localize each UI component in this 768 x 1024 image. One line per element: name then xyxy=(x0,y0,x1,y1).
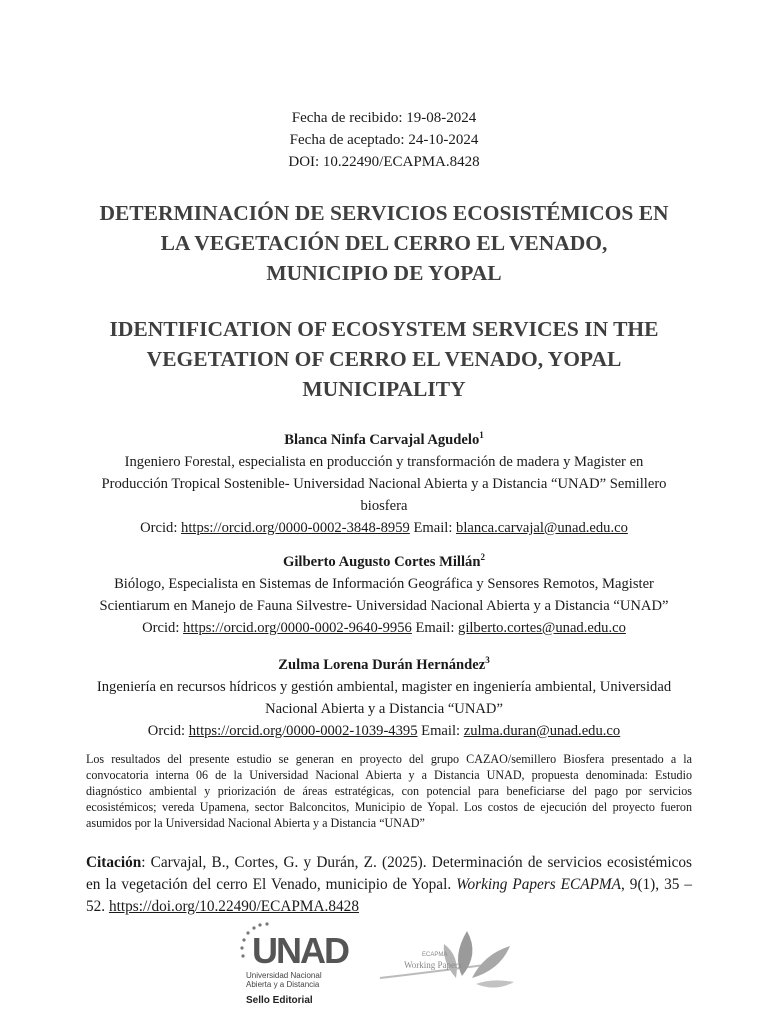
citation: Citación: Carvajal, B., Cortes, G. y Durán, Z. (2025). Determinación de servicios ecosistémicos en la vegetación del cerro El Venado, municipio de Yopal. Working Papers ECAPMA, 9(1), 35 – 52. https://doi.org/10.22490/ECAPMA.8428 xyxy=(86,854,692,915)
author-affiliation: biosfera xyxy=(360,497,408,514)
author-affiliation: Biólogo, Especialista en Sistemas de Información Geográfica y Sensores Remotos, Magister xyxy=(114,575,654,592)
title-en-line: MUNICIPALITY xyxy=(302,377,466,401)
author-affiliation: Nacional Abierta y a Distancia “UNAD” xyxy=(265,700,503,717)
unad-logo xyxy=(232,922,348,1014)
received-date: Fecha de recibido: 19-08-2024 xyxy=(291,110,477,126)
accepted-date: Fecha de aceptado: 24-10-2024 xyxy=(289,132,479,148)
email-link[interactable]: gilberto.cortes@unad.edu.co xyxy=(458,619,626,636)
author-affiliation: Ingeniero Forestal, especialista en producción y transformación de madera y Magister en xyxy=(124,453,644,470)
title-en-line: VEGETATION OF CERRO EL VENADO, YOPAL xyxy=(146,347,622,371)
orcid-link[interactable]: https://orcid.org/0000-0002-3848-8959 xyxy=(181,519,410,536)
title-en-line: IDENTIFICATION OF ECOSYSTEM SERVICES IN THE xyxy=(109,317,659,341)
author-affiliation: Producción Tropical Sostenible- Universidad Nacional Abierta y a Distancia “UNAD” Semillero xyxy=(101,475,667,492)
doi-line: DOI: 10.22490/ECAPMA.8428 xyxy=(288,154,480,170)
orcid-link[interactable]: https://orcid.org/0000-0002-1039-4395 xyxy=(188,722,418,739)
author-name: Zulma Lorena Durán Hernández$^3$ xyxy=(278,655,490,673)
unad-subtitle: Universidad Nacional Abierta y a Distancia xyxy=(246,971,322,989)
author-affiliation: Ingeniería en recursos hídricos y gestión ambiental, magister en ingeniería ambiental, Universidad xyxy=(96,678,672,695)
funding-note: Los resultados del presente estudio se generan en proyecto del grupo CAZAO/semillero Biosfera presentado a la convocatoria interna 06 de la Universidad Nacional Abierta y a Distancia UNAD, propuesta denominada: Estudio diagnóstico ambiental y priorización de áreas estratégicas, con potencial para beneficiarse del pago por servicios ecosistémicos; vereda Upamena, sector Balconcitos, Municipio de Yopal. Los costos de ejecución del proyecto fueron asumidos por la Universidad Nacional Abierta y a Distancia “UNAD” xyxy=(86,752,692,830)
author-name: Gilberto Augusto Cortes Millán$^2$ xyxy=(283,552,485,570)
title-english xyxy=(60,314,708,404)
author-contact: Orcid: https://orcid.org/0000-0002-3848-8959 Email: blanca.carvajal@unad.edu.co xyxy=(140,519,628,536)
title-es-line: MUNICIPIO DE YOPAL xyxy=(266,261,502,285)
title-spanish xyxy=(60,198,708,288)
orcid-link[interactable]: https://orcid.org/0000-0002-9640-9956 xyxy=(183,619,412,636)
author-2 xyxy=(70,546,698,639)
author-name: Blanca Ninfa Carvajal Agudelo$^1$ xyxy=(284,430,484,448)
sello-editorial: Sello Editorial xyxy=(246,995,313,1006)
email-link[interactable]: blanca.carvajal@unad.edu.co xyxy=(456,519,628,536)
email-link[interactable]: zulma.duran@unad.edu.co xyxy=(463,722,621,739)
author-3 xyxy=(70,649,698,742)
author-1 xyxy=(70,424,698,539)
unad-wordmark: UNAD xyxy=(252,930,348,971)
author-contact: Orcid: https://orcid.org/0000-0002-1039-4395 Email: zulma.duran@unad.edu.co xyxy=(147,722,621,739)
working-papers-text: Working Papers xyxy=(404,960,462,970)
ecapma-small-text: ECAPMA xyxy=(422,952,448,958)
citation-label: Citación xyxy=(86,854,142,871)
author-contact: Orcid: https://orcid.org/0000-0002-9640-9956 Email: gilberto.cortes@unad.edu.co xyxy=(142,619,626,636)
title-es-line: DETERMINACIÓN DE SERVICIOS ECOSISTÉMICOS EN xyxy=(99,201,669,225)
title-es-line: LA VEGETACIÓN DEL CERRO EL VENADO, xyxy=(160,231,608,255)
journal-name: Working Papers ECAPMA xyxy=(456,876,621,893)
citation-doi-link[interactable]: https://doi.org/10.22490/ECAPMA.8428 xyxy=(108,898,359,915)
author-affiliation: Scientiarum en Manejo de Fauna Silvestre- Universidad Nacional Abierta y a Distancia “UNAD” xyxy=(99,597,669,614)
ecapma-logo xyxy=(372,926,522,996)
submission-dates xyxy=(0,107,768,173)
